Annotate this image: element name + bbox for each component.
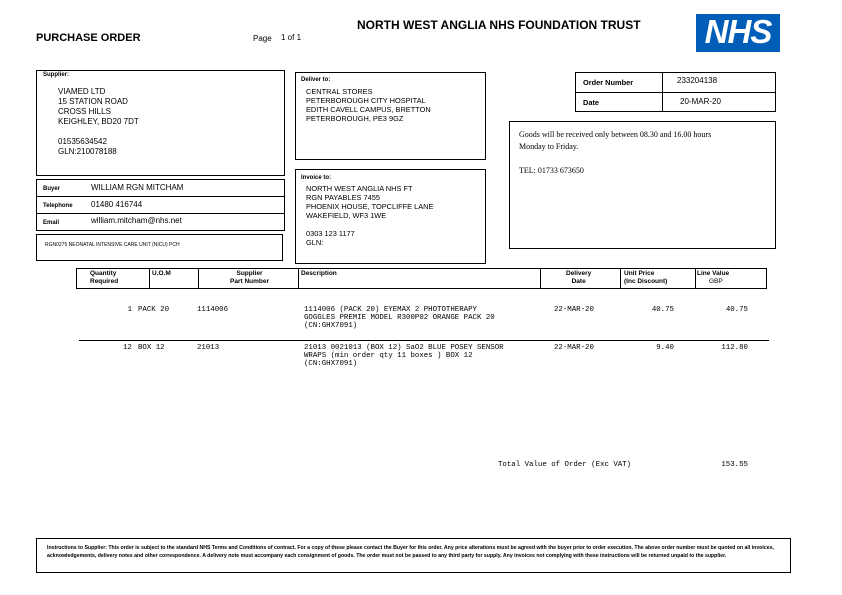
supplier-line: VIAMED LTD <box>58 87 106 96</box>
invoice-to-address <box>306 184 433 247</box>
trust-name: NORTH WEST ANGLIA NHS FOUNDATION TRUST <box>357 18 641 32</box>
invoice-gln: GLN: <box>306 238 324 247</box>
deliver-to-box <box>295 72 486 160</box>
telephone-value: 01480 416744 <box>91 200 143 209</box>
row-uom: PACK 20 <box>138 306 170 314</box>
buyer-name: WILLIAM RGN MITCHAM <box>91 183 184 192</box>
header-line: Supplier <box>236 270 263 277</box>
row-line-value: 40.75 <box>725 306 748 314</box>
supplier-line: KEIGHLEY, BD20 7DT <box>58 117 139 126</box>
header-line: Part Number <box>230 278 270 285</box>
notice-days: Monday to Friday. <box>519 142 579 151</box>
telephone-label: Telephone <box>43 203 73 209</box>
table-row <box>0 344 842 374</box>
column-header-line-value <box>697 270 729 286</box>
deliver-line: CENTRAL STORES <box>306 87 373 96</box>
header-line: Description <box>301 270 337 277</box>
invoice-to-label: Invoice to: <box>301 175 332 181</box>
row-uom: BOX 12 <box>138 344 165 352</box>
deliver-to-label: Deliver to: <box>301 77 331 83</box>
row-line-value: 112.80 <box>721 344 748 352</box>
supplier-line: CROSS HILLS <box>58 107 111 116</box>
header-line: Date <box>571 278 586 285</box>
unit-name: RGN0275 NEONATAL INTENSIVE CARE UNIT (NICU) PCH <box>45 242 180 248</box>
unit-box <box>36 234 283 261</box>
document-title: PURCHASE ORDER <box>36 32 141 44</box>
order-info-box <box>575 72 776 112</box>
invoice-to-box <box>295 169 486 264</box>
nhs-logo: NHS <box>696 14 780 52</box>
page-label: Page <box>253 34 272 43</box>
page-number: 1 of 1 <box>281 33 302 42</box>
deliver-to-address <box>306 87 431 123</box>
row-part-number: 1114006 <box>197 306 229 314</box>
header-line: Quantity <box>90 270 117 277</box>
header-line: (Inc Discount) <box>624 278 668 285</box>
column-header-uom <box>152 270 171 278</box>
table-row <box>0 306 842 336</box>
invoice-phone: 0303 123 1177 <box>306 229 355 238</box>
description-line: GOGGLES PREMIE MODEL R300P02 ORANGE PACK 20 <box>304 314 495 322</box>
row-part-number: 21013 <box>197 344 220 352</box>
supplier-instructions-box <box>36 538 791 573</box>
supplier-line <box>58 127 139 137</box>
header-line: Line Value <box>697 270 730 277</box>
row-unit-price: 40.75 <box>651 306 674 314</box>
deliver-line: EDITH CAVELL CAMPUS, BRETTON <box>306 105 431 114</box>
row-description <box>304 344 504 368</box>
description-line: 21013 0021013 (BOX 12) SaO2 BLUE POSEY SENSOR <box>304 344 504 352</box>
column-header-quantity <box>90 270 118 286</box>
column-header-unit-price <box>624 270 667 286</box>
header-line: Delivery <box>566 270 592 277</box>
invoice-line: RGN PAYABLES 7455 <box>306 193 380 202</box>
buyer-label: Buyer <box>43 186 61 192</box>
row-divider <box>79 340 769 341</box>
order-number-value: 233204138 <box>677 76 718 85</box>
row-quantity: 12 <box>123 344 132 352</box>
column-header-part-number <box>230 270 269 286</box>
deliver-line: PETERBOROUGH, PE3 9GZ <box>306 114 404 123</box>
row-quantity: 1 <box>127 306 132 314</box>
date-value: 20-MAR-20 <box>680 97 721 106</box>
deliver-line: PETERBOROUGH CITY HOSPITAL <box>306 96 426 105</box>
buyer-box <box>36 179 285 231</box>
table-header <box>76 268 767 289</box>
invoice-line: PHOENIX HOUSE, TOPCLIFFE LANE <box>306 202 434 211</box>
invoice-line: WAKEFIELD, WF3 1WE <box>306 211 387 220</box>
invoice-line <box>306 220 433 229</box>
row-unit-price: 9.40 <box>656 344 674 352</box>
header-line: GBP <box>709 278 723 285</box>
supplier-gln: GLN:210078188 <box>58 147 117 156</box>
supplier-address <box>58 87 139 157</box>
email-label: Email <box>43 220 60 226</box>
date-label: Date <box>583 98 600 107</box>
row-delivery-date: 22-MAR-20 <box>554 344 594 352</box>
supplier-phone: 01535634542 <box>58 137 107 146</box>
header-line: Required <box>90 278 119 285</box>
supplier-label: Supplier: <box>43 72 70 78</box>
description-line: (CN:GHX7091) <box>304 360 358 368</box>
total-value: 153.55 <box>721 461 748 469</box>
description-line: WRAPS (min order qty 11 boxes ) BOX 12 <box>304 352 473 360</box>
invoice-line: NORTH WEST ANGLIA NHS FT <box>306 184 413 193</box>
supplier-box <box>36 70 285 176</box>
notice-telephone: TEL: 01733 673650 <box>519 166 584 175</box>
total-label: Total Value of Order (Exc VAT) <box>498 461 632 469</box>
row-description <box>304 306 495 330</box>
description-line: 1114006 (PACK 20) EYEMAX 2 PHOTOTHERAPY <box>304 306 477 314</box>
column-header-description <box>301 270 337 278</box>
supplier-instructions: Instructions to Supplier: This order is subject to the standard NHS Terms and Conditions of contract. For a copy of these please contact the Buyer for this order. Any price alterations must be agreed with the buyer prior to order execution. The above order number must be quoted on all invoices, acknowledgements, delivery notes and other correspondence. A delivery note must accompany each consignment of goods. The order must not be passed to any third party for supply. Any invoices not complying with these instructions will be returned unpaid to the supplier. <box>47 545 774 559</box>
email-value[interactable]: william.mitcham@nhs.net <box>91 216 182 225</box>
order-number-label: Order Number <box>583 78 634 87</box>
column-header-delivery-date <box>566 270 591 286</box>
header-line: U.O.M <box>152 270 171 277</box>
notice-hours: Goods will be received only between 08.30 and 16.00 hours <box>519 130 712 139</box>
delivery-notice-box <box>509 121 776 249</box>
header-line: Unit Price <box>624 270 655 277</box>
row-delivery-date: 22-MAR-20 <box>554 306 594 314</box>
supplier-line: 15 STATION ROAD <box>58 97 128 106</box>
description-line: (CN:GHX7091) <box>304 322 358 330</box>
